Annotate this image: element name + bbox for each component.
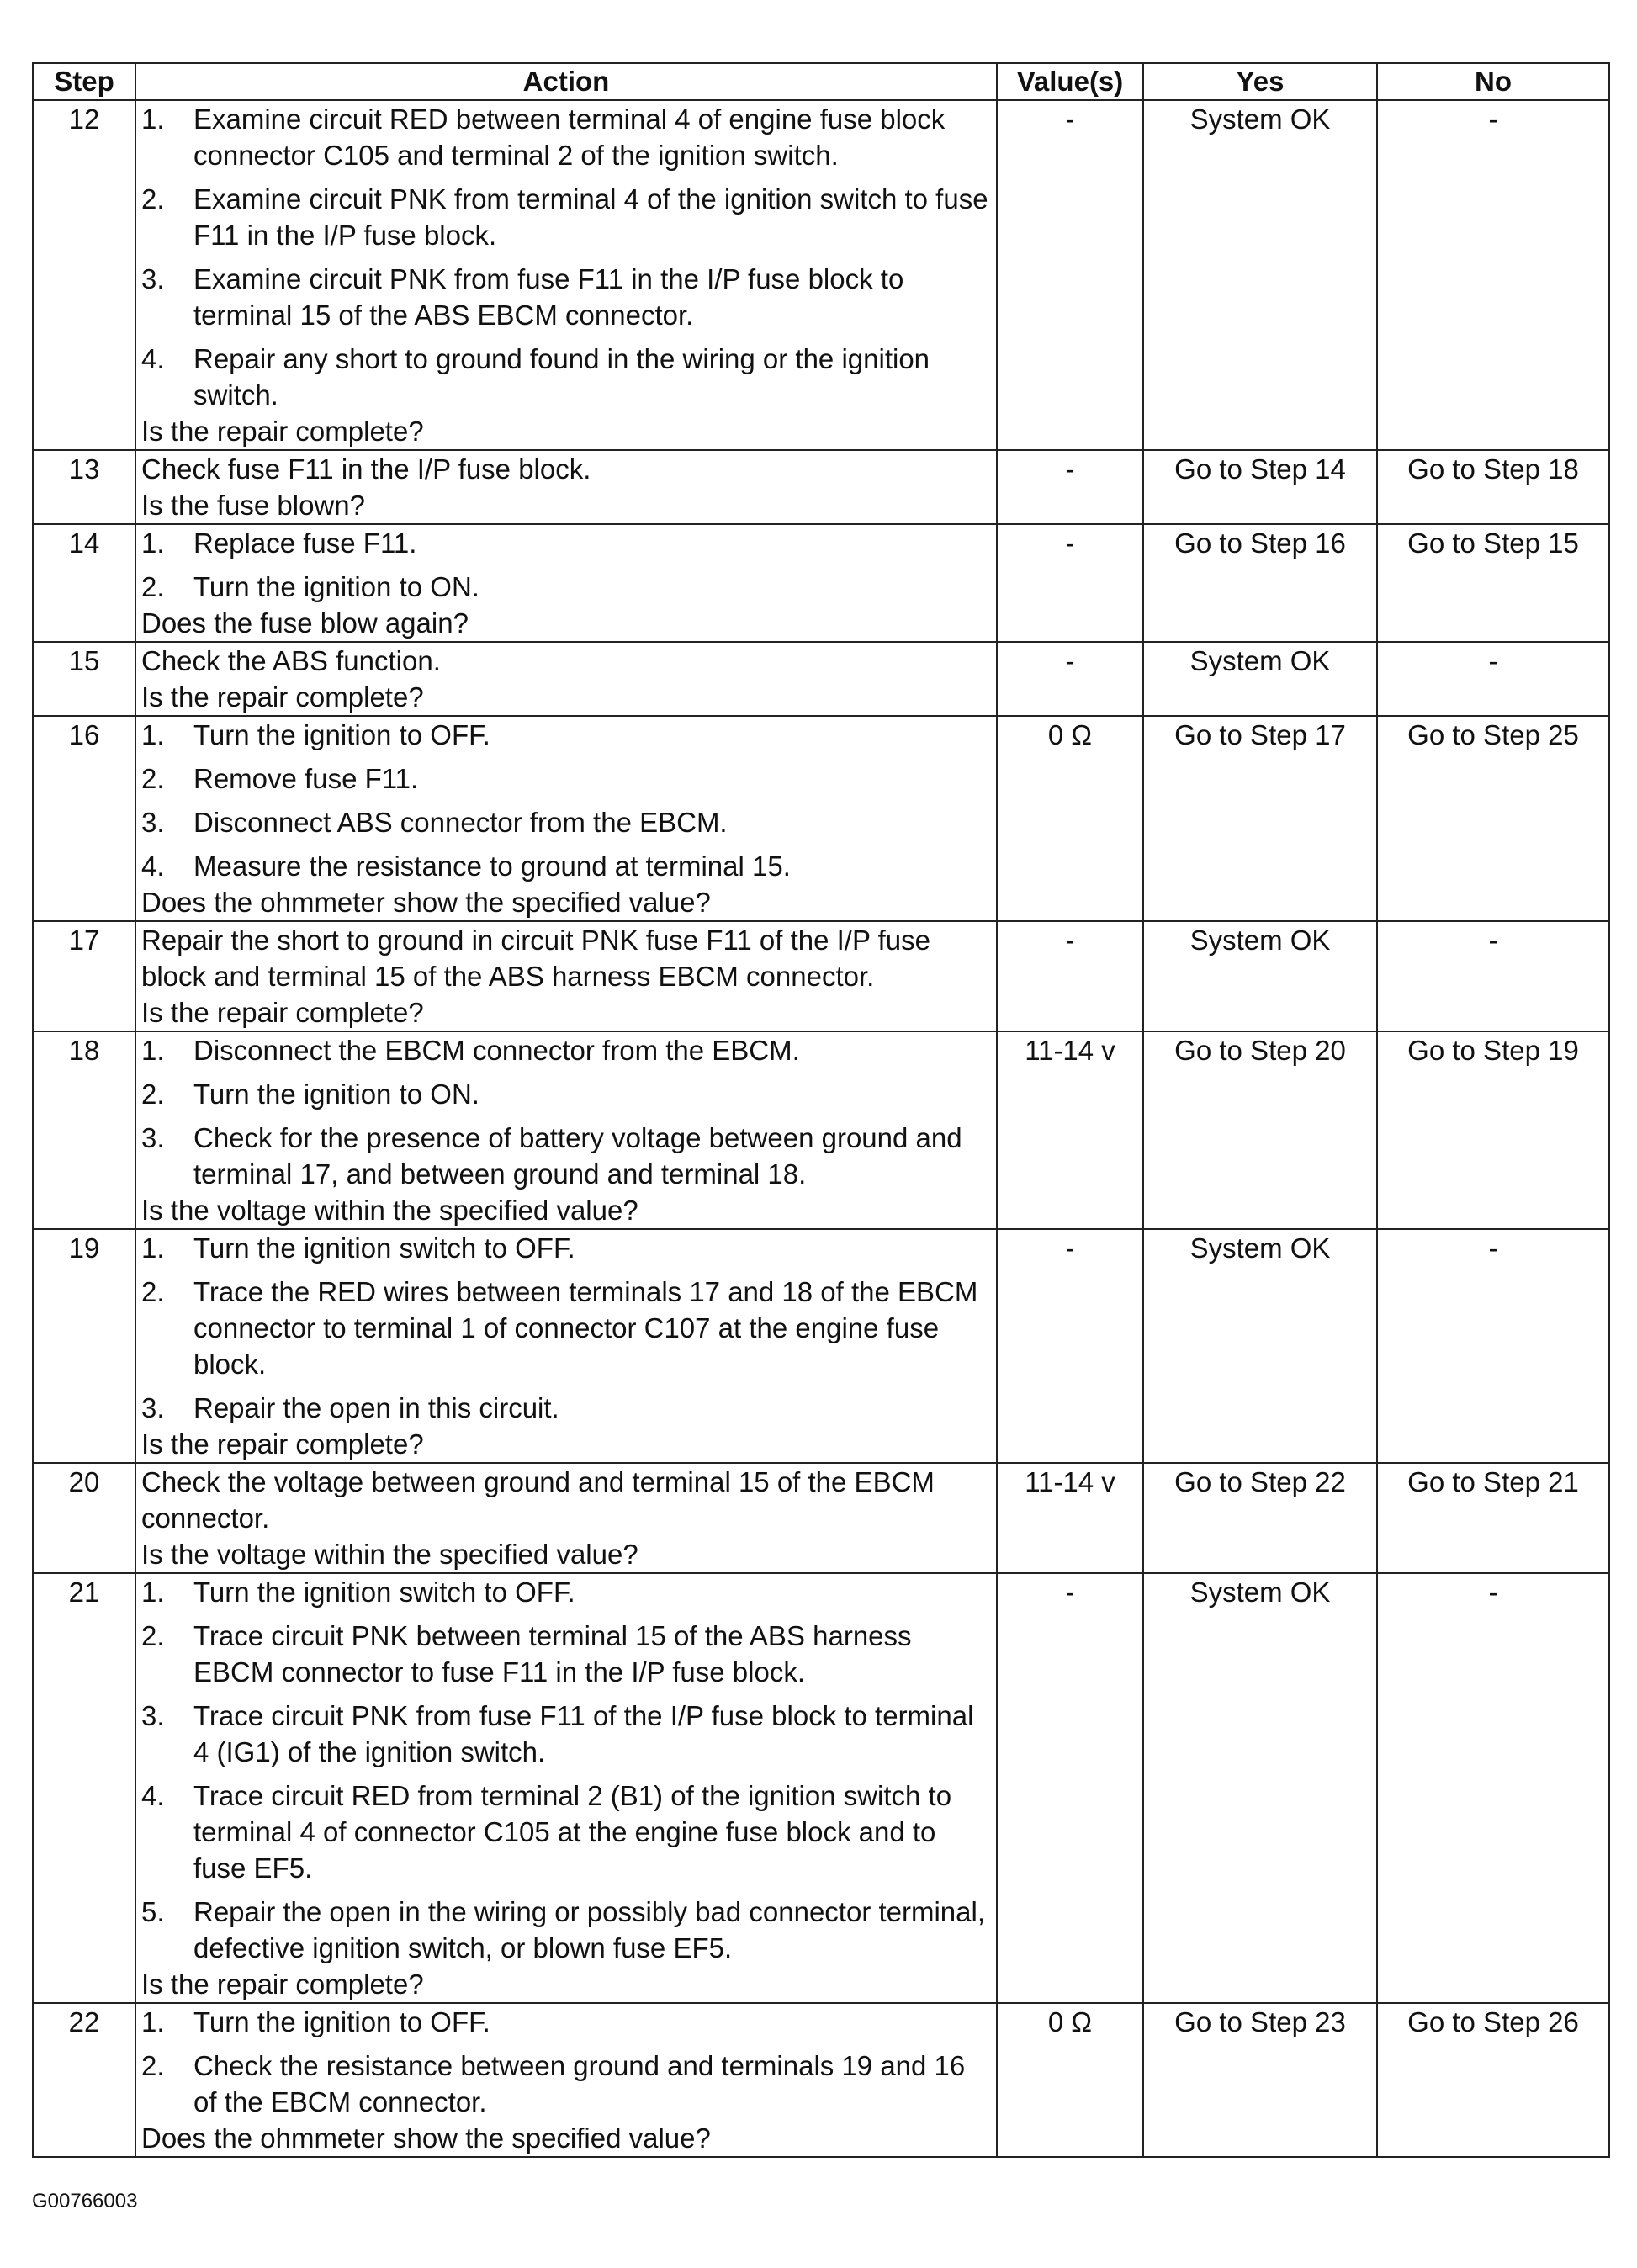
value-cell: - (997, 450, 1143, 524)
action-step-text: Examine circuit PNK from terminal 4 of the ignition switch to fuse F11 in the I/P fuse block. (193, 183, 988, 251)
action-step-number: 5. (141, 1896, 165, 1927)
value-cell: - (997, 1573, 1143, 2003)
action-question: Is the repair complete? (141, 1428, 424, 1460)
yes-result: Go to Step 20 (1143, 1031, 1377, 1229)
action-step-number: 2. (141, 1078, 165, 1110)
action-step-number: 2. (141, 2050, 165, 2081)
no-result: Go to Step 21 (1377, 1463, 1609, 1573)
value-cell: - (997, 100, 1143, 450)
action-cell (135, 524, 997, 642)
action-question: Is the repair complete? (141, 1969, 424, 2000)
action-step-number: 2. (141, 183, 165, 215)
action-step-text: Repair the open in the wiring or possibly bad connector terminal, defective ignition switch, or blown fuse EF5. (193, 1896, 986, 1963)
no-result: Go to Step 26 (1377, 2003, 1609, 2157)
table-row (33, 1031, 1609, 1229)
action-steps-list (141, 2004, 991, 2120)
action-step-text: Trace circuit RED from terminal 2 (B1) of the ignition switch to terminal 4 of connector C105 at the engine fuse block and to fuse EF5. (193, 1780, 952, 1884)
action-step (141, 1274, 991, 1382)
no-result: Go to Step 15 (1377, 524, 1609, 642)
action-step-text: Examine circuit PNK from fuse F11 in the I/P fuse block to terminal 15 of the ABS EBCM connector. (193, 263, 904, 331)
action-step (141, 1778, 991, 1886)
action-text: Repair the short to ground in circuit PNK fuse F11 of the I/P fuse block and terminal 15 of the ABS harness EBCM connector. (141, 925, 930, 992)
no-result: Go to Step 25 (1377, 716, 1609, 921)
yes-result: System OK (1143, 1229, 1377, 1463)
action-step-text: Disconnect the EBCM connector from the EBCM. (193, 1035, 800, 1066)
action-step-text: Trace the RED wires between terminals 17 and 18 of the EBCM connector to terminal 1 of connector C107 at the engine fuse block. (193, 1276, 978, 1380)
table-row (33, 2003, 1609, 2157)
action-step (141, 569, 991, 605)
step-number: 18 (33, 1031, 135, 1229)
action-step-text: Remove fuse F11. (193, 763, 419, 794)
table-row (33, 716, 1609, 921)
action-step (141, 1698, 991, 1770)
action-steps-list (141, 525, 991, 605)
action-text: Check the ABS function. (141, 645, 441, 676)
action-step-text: Turn the ignition to OFF. (193, 719, 490, 750)
action-cell (135, 642, 997, 716)
action-step-text: Turn the ignition switch to OFF. (193, 1232, 575, 1264)
action-step-text: Turn the ignition to ON. (193, 1078, 479, 1110)
no-result: - (1377, 921, 1609, 1031)
yes-result: Go to Step 16 (1143, 524, 1377, 642)
action-question: Is the repair complete? (141, 997, 424, 1028)
value-cell: - (997, 642, 1143, 716)
action-step (141, 1390, 991, 1426)
yes-result: System OK (1143, 642, 1377, 716)
action-question: Does the ohmmeter show the specified value? (141, 2122, 711, 2154)
action-step-number: 1. (141, 1232, 165, 1264)
action-steps-list (141, 1574, 991, 1966)
action-step-number: 3. (141, 1700, 165, 1731)
action-step-number: 1. (141, 1035, 165, 1066)
header-values: Value(s) (997, 63, 1143, 100)
table-header-row (33, 63, 1609, 100)
action-step-text: Trace circuit PNK from fuse F11 of the I/P fuse block to terminal 4 (IG1) of the ignition switch. (193, 1700, 974, 1767)
value-cell: 11-14 v (997, 1463, 1143, 1573)
action-question: Is the repair complete? (141, 416, 424, 447)
no-result: Go to Step 18 (1377, 450, 1609, 524)
action-cell (135, 2003, 997, 2157)
action-cell (135, 1573, 997, 2003)
action-step (141, 804, 991, 840)
table-row (33, 642, 1609, 716)
value-cell: - (997, 524, 1143, 642)
action-steps-list (141, 717, 991, 884)
table-row (33, 100, 1609, 450)
step-number: 17 (33, 921, 135, 1031)
action-text: Check fuse F11 in the I/P fuse block. (141, 453, 591, 485)
action-step-number: 3. (141, 807, 165, 838)
table-row (33, 1463, 1609, 1573)
no-result: - (1377, 642, 1609, 716)
action-step-number: 3. (141, 1392, 165, 1423)
action-question: Does the ohmmeter show the specified value? (141, 887, 711, 918)
action-question: Is the fuse blown? (141, 490, 365, 521)
header-no: No (1377, 63, 1609, 100)
step-number: 15 (33, 642, 135, 716)
action-cell (135, 1463, 997, 1573)
action-step-text: Turn the ignition to ON. (193, 571, 479, 602)
action-step-number: 4. (141, 343, 165, 374)
step-number: 14 (33, 524, 135, 642)
header-step: Step (33, 63, 135, 100)
yes-result: System OK (1143, 1573, 1377, 2003)
action-step (141, 181, 991, 253)
yes-result: System OK (1143, 100, 1377, 450)
action-step-text: Turn the ignition switch to OFF. (193, 1576, 575, 1608)
action-step-text: Trace circuit PNK between terminal 15 of the ABS harness EBCM connector to fuse F11 in the I/P fuse block. (193, 1620, 912, 1688)
action-step-number: 4. (141, 1780, 165, 1811)
action-step-text: Check for the presence of battery voltage between ground and terminal 17, and between ground and terminal 18. (193, 1122, 962, 1190)
action-step (141, 101, 991, 173)
action-step (141, 1894, 991, 1966)
step-number: 19 (33, 1229, 135, 1463)
action-step (141, 1574, 991, 1610)
step-number: 20 (33, 1463, 135, 1573)
action-cell (135, 450, 997, 524)
yes-result: Go to Step 14 (1143, 450, 1377, 524)
action-step-number: 3. (141, 263, 165, 294)
step-number: 16 (33, 716, 135, 921)
no-result: - (1377, 100, 1609, 450)
table-row (33, 524, 1609, 642)
action-step (141, 261, 991, 333)
action-steps-list (141, 1032, 991, 1192)
header-action: Action (135, 63, 997, 100)
step-number: 22 (33, 2003, 135, 2157)
no-result: - (1377, 1229, 1609, 1463)
action-step-text: Examine circuit RED between terminal 4 of engine fuse block connector C105 and terminal 2 of the ignition switch. (193, 103, 946, 171)
action-step-number: 1. (141, 719, 165, 750)
action-question: Is the voltage within the specified value? (141, 1539, 638, 1570)
action-step-text: Measure the resistance to ground at terminal 15. (193, 850, 791, 882)
action-step (141, 717, 991, 753)
step-number: 12 (33, 100, 135, 450)
action-cell (135, 921, 997, 1031)
action-step-text: Replace fuse F11. (193, 527, 417, 559)
figure-id: G00766003 (32, 2190, 138, 2212)
action-step (141, 760, 991, 797)
action-question: Is the repair complete? (141, 681, 424, 713)
yes-result: Go to Step 22 (1143, 1463, 1377, 1573)
action-cell (135, 1031, 997, 1229)
action-step-number: 1. (141, 2006, 165, 2037)
action-step-number: 1. (141, 527, 165, 559)
action-question: Does the fuse blow again? (141, 607, 469, 639)
table-row (33, 1229, 1609, 1463)
table-row (33, 921, 1609, 1031)
action-step (141, 2048, 991, 2120)
step-number: 13 (33, 450, 135, 524)
yes-result: Go to Step 17 (1143, 716, 1377, 921)
yes-result: Go to Step 23 (1143, 2003, 1377, 2157)
value-cell: 0 Ω (997, 716, 1143, 921)
action-step-text: Repair any short to ground found in the wiring or the ignition switch. (193, 343, 930, 411)
diagnostic-table (32, 62, 1610, 2158)
action-step-number: 3. (141, 1122, 165, 1153)
value-cell: - (997, 921, 1143, 1031)
diagnostic-table-container (32, 62, 1608, 2158)
action-step-number: 1. (141, 1576, 165, 1608)
action-step-number: 4. (141, 850, 165, 882)
action-step (141, 2004, 991, 2040)
action-step-number: 2. (141, 1620, 165, 1651)
action-cell (135, 716, 997, 921)
action-step-text: Check the resistance between ground and terminals 19 and 16 of the EBCM connector. (193, 2050, 966, 2117)
action-steps-list (141, 1230, 991, 1426)
action-steps-list (141, 101, 991, 413)
action-step (141, 1076, 991, 1112)
action-step-number: 2. (141, 1276, 165, 1307)
action-step (141, 1618, 991, 1690)
table-row (33, 450, 1609, 524)
yes-result: System OK (1143, 921, 1377, 1031)
value-cell: - (997, 1229, 1143, 1463)
action-step-number: 2. (141, 763, 165, 794)
action-step-number: 1. (141, 103, 165, 135)
action-step (141, 1032, 991, 1068)
action-step-text: Repair the open in this circuit. (193, 1392, 559, 1423)
no-result: Go to Step 19 (1377, 1031, 1609, 1229)
value-cell: 0 Ω (997, 2003, 1143, 2157)
action-question: Is the voltage within the specified value? (141, 1195, 638, 1226)
action-text: Check the voltage between ground and terminal 15 of the EBCM connector. (141, 1466, 935, 1534)
action-step (141, 1120, 991, 1192)
action-step-text: Disconnect ABS connector from the EBCM. (193, 807, 728, 838)
no-result: - (1377, 1573, 1609, 2003)
header-yes: Yes (1143, 63, 1377, 100)
step-number: 21 (33, 1573, 135, 2003)
value-cell: 11-14 v (997, 1031, 1143, 1229)
action-step-number: 2. (141, 571, 165, 602)
table-row (33, 1573, 1609, 2003)
action-step (141, 1230, 991, 1266)
action-cell (135, 100, 997, 450)
action-step (141, 848, 991, 884)
action-step (141, 525, 991, 561)
action-step-text: Turn the ignition to OFF. (193, 2006, 490, 2037)
action-cell (135, 1229, 997, 1463)
action-step (141, 341, 991, 413)
